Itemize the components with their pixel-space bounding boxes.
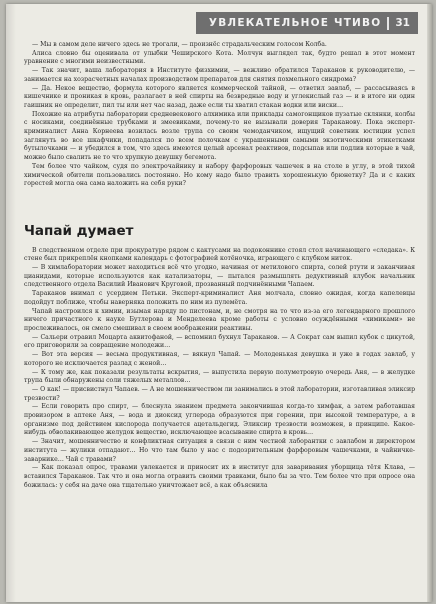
paragraph: Чапай настроился к химии, изымая наряду по пистонам, и, не смотря на то что из-за его легендарного прошлого ничего причастного к науке Бутлерова и Менделеева кроме работы с условно осуждёнными «химиками» не прослеживалось, он смело смешивал в своем воображении реактивы. xyxy=(24,307,415,332)
paragraph: Похожие на атрибуты лаборатории средневекового алхимика или приклады самогонщиков пузатые склянки, колбы с носиками, соединённые трубками и змеевиками, почему-то не вызывали доверия Тараканову. Пока эксперт-криминалист Анна Корнеева возилась возле трупа со своим чемоданчиком, ищущий советник юстиции успел заглянуть во все шкафчики, попадался по всем полочкам с украшенными самыми экзотическими этикетками бутылочками — и убедился в том, что здесь имеются целый арсенал реактивов, подсыпав или подлив которые в чай, можно было свалить не то что хрупкую девушку бегемота. xyxy=(24,110,415,162)
paragraph: — О как! — присвистнул Чапаев. — А не мошенничеством ли занимались в этой лаборатории, изготавливая эликсир трезвости? xyxy=(24,385,415,402)
page-edge xyxy=(427,4,432,602)
paragraph: — Мы в самом деле ничего здесь не трогали, — произнёс страдальческим голосом Колба. xyxy=(32,41,327,48)
running-header xyxy=(196,12,418,34)
paragraph: В следственном отделе при прокуратуре рядом с кактусами на подоконнике стоял стол начинающего «следака». К стене был прикреплён кнопками календарь с фотографией котёночка, играющего с клубком ниток. xyxy=(24,246,415,263)
paragraph: — Да. Некое вещество, формула которого является коммерческой тайной, — ответил завлаб, — рассасываясь в кишечнике и проникая в кровь, разлагает в ней спирты на безвредные воду и углекислый газ — и в итоге ни один гаишник не определит, пил ты или нет час назад, даже если ты хватил стакан водки или виски… xyxy=(24,84,415,109)
section-label: УВЛЕКАТЕЛЬНОЕ ЧТИВО xyxy=(208,17,382,29)
paragraph: Алиса словно бы оценивала от улыбки Чеширского Кота. Молчун выглядел так, будто решал в этот момент уравнение с многими неизвестными. xyxy=(24,49,415,66)
paragraph: — Сальери отравил Моцарта аквитофаной, — вспомнил бухнул Тараканов. — А Сократ сам выпил кубок с цикутой, его приговорили за совращение молодежи… xyxy=(24,333,415,350)
article-body xyxy=(24,41,415,490)
binding-shadow xyxy=(6,4,16,602)
paragraph: Тем более что чайком, судя по электрочайнику и набору фарфоровых чашечек в на столе в углу, в этой тихой химической обители пользовались постоянно. Но кому надо было травить хорошенькую брюнетку? Да и с каких горестей могла она сама наложить на себя руки? xyxy=(24,162,415,188)
paragraph: — Так значит, ваша лаборатория в Институте физхимии, — вежливо обратился Тараканов к руководителю, — занимается на хозрасчетных началах производством препаратов для снятия похмельного синдрома? xyxy=(24,67,415,83)
paragraph: — Значит, мошенничество и конфликтная ситуация в связи с ним честной лаборантки с завлабом и директором института — жулики отпадают… Но что там было у нас с подозрительным фарфоровым чашечками, в чайничке-заварнике… Чай с травами? xyxy=(24,438,415,463)
magazine-page xyxy=(6,4,432,602)
header-separator xyxy=(387,17,389,30)
paragraph: — К тому же, как показали результаты вскрытия, — выпустила первую полуметровую очередь Аня, — в желудке трупа были обнаружены соли тяжелых металлов… xyxy=(24,368,415,385)
paragraph: — В химлаборатории может находиться всё что угодно, начиная от метилового спирта, солей ртути и заканчивая цианидами, которые используются как катализаторы, — пытался размышлять дедуктивный клубок начальник следственного отдела Василий Иванович Круговой, прозванный подчинёнными Чапаем. xyxy=(24,264,415,289)
page-number: 31 xyxy=(395,17,410,29)
section-heading: Чапай думает xyxy=(24,222,134,239)
paragraph: — Вот эта версия — весьма продуктивная, — вякнул Чапай. — Молоденькая девушка и уже в годах завлаб, у которого не исключается разлад с женой… xyxy=(24,351,415,367)
paragraph: — Как показал опрос, травами увлекается и приносит их в институт для заваривания уборщица тётя Клава, — вставился Тараканов. Так что и она могла отравить своими травками, было бы за что. Тем более что при опросе она божилась: у себя на даче она тщательно уничтожает всё, а как объяснила xyxy=(24,464,415,489)
paragraph: — Если говорить про спирт, — блеснула знанием предмета закончившая когда-то химфак, а затем работавшая провизором в аптеке Аня, — вода и диоксид углерода образуются при горении, при высокой температуре, а в организме под действием кислорода получается ацетальдегид. Эликсир трезвости возможен, в принципе. Какое-нибудь обволакивающее желудок вещество, исключающее всасывание спирта в кровь… xyxy=(24,403,415,437)
paragraph: Тараканов внимал с усердием Петьки. Эксперт-криминалист Аня молчала, словно ожидая, когда капелевцы подойдут поближе, чтобы наверняка положить по ним из пулемёта. xyxy=(24,290,415,306)
